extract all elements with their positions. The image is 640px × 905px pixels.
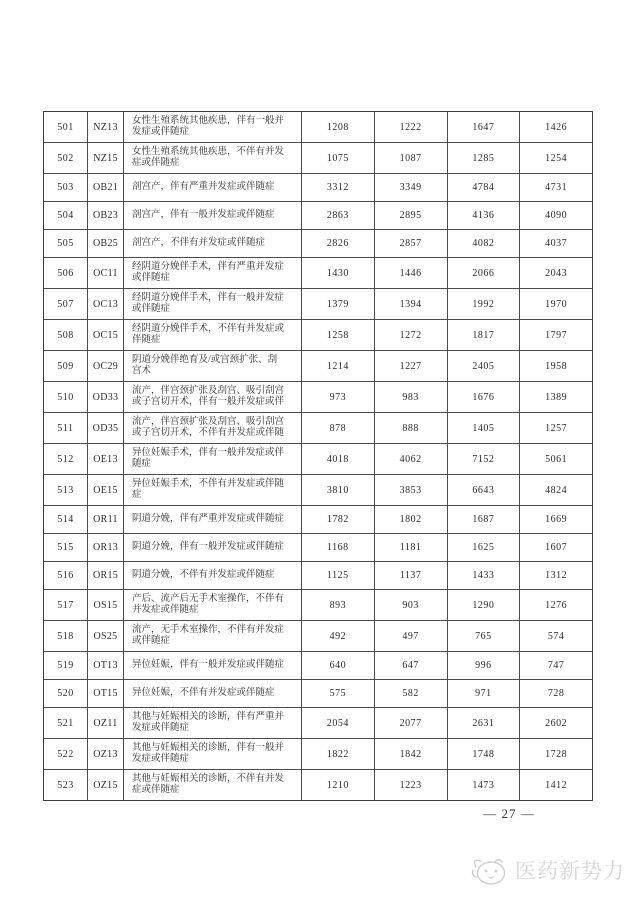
cell-fee-value-3: 1992 xyxy=(448,289,521,319)
cell-fee-value-2: 3349 xyxy=(375,174,448,201)
cell-fee-value-3: 1687 xyxy=(448,506,521,533)
table-row xyxy=(44,562,592,590)
cell-fee-value-4: 1797 xyxy=(545,329,568,341)
cell-fee-value-3: 1817 xyxy=(448,320,521,350)
cell-fee-value-2: 903 xyxy=(375,590,448,620)
cell-drg-code: NZ13 xyxy=(88,112,124,142)
cell-fee-value-4: 2602 xyxy=(545,717,568,729)
table-row xyxy=(44,770,592,800)
cell-seq-number: 512 xyxy=(44,444,88,474)
cell-seq-number: 509 xyxy=(44,351,88,381)
cell-fee-value-1: 575 xyxy=(302,680,375,707)
cell-seq-number: 510 xyxy=(44,382,88,412)
cell-drg-description: 经阴道分娩伴手术，不伴有并发症或伴随症 xyxy=(124,320,302,350)
cell-fee-value-1: 1430 xyxy=(302,258,375,288)
cell-seq-number: 502 xyxy=(44,143,88,173)
cell-drg-description: 女性生殖系统其他疾患，不伴有并发症或伴随症 xyxy=(124,143,302,173)
cell-fee-value-3: 2405 xyxy=(448,351,521,381)
cell-seq-number: 504 xyxy=(44,202,88,229)
cell-drg-code: OZ13 xyxy=(88,739,124,769)
table-row xyxy=(44,680,592,708)
table-row xyxy=(44,320,592,351)
cell-fee-value-3: 765 xyxy=(448,621,521,651)
cell-fee-value-1: 2054 xyxy=(302,708,375,738)
cell-seq-number: 507 xyxy=(44,289,88,319)
cell-fee-value-3: 996 xyxy=(448,652,521,679)
cell-drg-description: 异位妊娠，伴有一般并发症或伴随症 xyxy=(124,652,302,679)
cell-fee-value-3: 1290 xyxy=(448,590,521,620)
cell-fee-value-4: 4824 xyxy=(545,484,568,496)
table-row xyxy=(44,739,592,770)
cell-fee-value-3: 4784 xyxy=(448,174,521,201)
cell-seq-number: 511 xyxy=(44,413,88,443)
cell-fee-value-1: 973 xyxy=(302,382,375,412)
cell-fee-value-2: 1394 xyxy=(375,289,448,319)
cell-drg-code: OC29 xyxy=(88,351,124,381)
watermark-text: 医药新势力 xyxy=(515,860,625,883)
cell-fee-value-3: 1285 xyxy=(448,143,521,173)
cell-drg-description: 流产，伴宫颈扩张及刮宫、吸引刮宫或子宫切开术，伴有一般并发症或伴 xyxy=(124,382,302,412)
cell-fee-value-4: 1254 xyxy=(545,152,568,164)
cell-fee-value-1: 640 xyxy=(302,652,375,679)
cell-fee-value-3: 1647 xyxy=(448,112,521,142)
cell-drg-description: 阴道分娩，伴有严重并发症或伴随症 xyxy=(124,506,302,533)
table-row xyxy=(44,382,592,413)
cell-drg-description: 女性生殖系统其他疾患，伴有一般并发症或伴随症 xyxy=(124,112,302,142)
table-row xyxy=(44,112,592,143)
cell-fee-value-2: 1802 xyxy=(375,506,448,533)
cell-drg-code: OB21 xyxy=(88,174,124,201)
table-row xyxy=(44,534,592,562)
cell-seq-number: 505 xyxy=(44,230,88,257)
cell-fee-value-2: 1446 xyxy=(375,258,448,288)
cell-drg-code: OE15 xyxy=(88,475,124,505)
cell-fee-value-4: 1276 xyxy=(545,599,568,611)
cell-fee-value-1: 878 xyxy=(302,413,375,443)
table-row xyxy=(44,475,592,506)
cell-drg-description: 经阴道分娩伴手术，伴有严重并发症或伴随症 xyxy=(124,258,302,288)
table-row xyxy=(44,590,592,621)
cell-fee-value-1: 1782 xyxy=(302,506,375,533)
cell-seq-number: 519 xyxy=(44,652,88,679)
cell-fee-value-1: 1258 xyxy=(302,320,375,350)
cell-drg-code: OZ11 xyxy=(88,708,124,738)
cell-drg-code: OR15 xyxy=(88,562,124,589)
cell-drg-description: 异位妊娠，不伴有并发症或伴随症 xyxy=(124,680,302,707)
table-row xyxy=(44,444,592,475)
cell-fee-value-1: 4018 xyxy=(302,444,375,474)
cell-fee-value-1: 1214 xyxy=(302,351,375,381)
cell-fee-value-2: 1227 xyxy=(375,351,448,381)
cell-fee-value-2: 1223 xyxy=(375,770,448,800)
cell-fee-value-2: 1181 xyxy=(375,534,448,561)
cell-fee-value-4: 2043 xyxy=(545,267,568,279)
cell-drg-description: 产后、流产后无手术室操作，不伴有并发症或伴随症 xyxy=(124,590,302,620)
cell-fee-value-4: 574 xyxy=(547,630,565,642)
cell-fee-value-2: 983 xyxy=(375,382,448,412)
cell-fee-value-4: 1728 xyxy=(545,748,568,760)
cell-seq-number: 521 xyxy=(44,708,88,738)
cell-drg-code: OC13 xyxy=(88,289,124,319)
cell-fee-value-2: 1222 xyxy=(375,112,448,142)
cell-fee-value-1: 1208 xyxy=(302,112,375,142)
cell-seq-number: 513 xyxy=(44,475,88,505)
cell-fee-value-4: 1958 xyxy=(545,360,568,372)
cell-seq-number: 520 xyxy=(44,680,88,707)
watermark xyxy=(468,852,625,888)
cell-fee-value-2: 2077 xyxy=(375,708,448,738)
table-row xyxy=(44,230,592,258)
cell-fee-value-1: 3312 xyxy=(302,174,375,201)
cell-fee-value-1: 1822 xyxy=(302,739,375,769)
cell-seq-number: 501 xyxy=(44,112,88,142)
cell-fee-value-3: 1676 xyxy=(448,382,521,412)
table-row xyxy=(44,621,592,652)
cell-fee-value-4: 4090 xyxy=(545,210,568,221)
cell-fee-value-4: 1970 xyxy=(545,298,568,310)
cell-fee-value-3: 1748 xyxy=(448,739,521,769)
cell-drg-description: 异位妊娠手术，伴有一般并发症或伴随症 xyxy=(124,444,302,474)
cell-drg-code: OT15 xyxy=(88,680,124,707)
table-row xyxy=(44,708,592,739)
drg-fee-table xyxy=(43,111,593,801)
cell-drg-code: OE13 xyxy=(88,444,124,474)
cell-drg-description: 剖宫产，不伴有并发症或伴随症 xyxy=(124,230,302,257)
cell-fee-value-3: 1433 xyxy=(448,562,521,589)
table-row xyxy=(44,652,592,680)
cell-drg-description: 其他与妊娠相关的诊断，伴有一般并发症或伴随症 xyxy=(124,739,302,769)
cell-fee-value-1: 3810 xyxy=(302,475,375,505)
cell-fee-value-1: 1075 xyxy=(302,143,375,173)
table-row xyxy=(44,174,592,202)
cell-fee-value-4: 1312 xyxy=(545,570,568,581)
cell-fee-value-3: 971 xyxy=(448,680,521,707)
cell-fee-value-1: 1125 xyxy=(302,562,375,589)
cell-seq-number: 506 xyxy=(44,258,88,288)
cell-fee-value-1: 1379 xyxy=(302,289,375,319)
cell-drg-description: 阴道分娩，不伴有并发症或伴随症 xyxy=(124,562,302,589)
cell-drg-code: OZ15 xyxy=(88,770,124,800)
page-number: — 27 — xyxy=(483,806,535,821)
cell-fee-value-4: 1669 xyxy=(545,514,568,525)
cell-fee-value-1: 492 xyxy=(302,621,375,651)
table-row xyxy=(44,289,592,320)
cell-drg-code: OB23 xyxy=(88,202,124,229)
mascot-logo-icon xyxy=(468,852,512,888)
table-row xyxy=(44,143,592,174)
cell-fee-value-2: 3853 xyxy=(375,475,448,505)
cell-seq-number: 523 xyxy=(44,770,88,800)
cell-fee-value-4: 1607 xyxy=(545,542,568,553)
cell-fee-value-3: 4136 xyxy=(448,202,521,229)
cell-fee-value-2: 1087 xyxy=(375,143,448,173)
cell-drg-description: 剖宫产，伴有一般并发症或伴随症 xyxy=(124,202,302,229)
cell-fee-value-2: 1137 xyxy=(375,562,448,589)
cell-drg-description: 阴道分娩伴绝育及/或宫颈扩张、刮宫术 xyxy=(124,351,302,381)
table-row xyxy=(44,351,592,382)
cell-seq-number: 516 xyxy=(44,562,88,589)
cell-drg-description: 其他与妊娠相关的诊断，不伴有并发症或伴随症 xyxy=(124,770,302,800)
cell-drg-code: OR13 xyxy=(88,534,124,561)
table-row xyxy=(44,413,592,444)
cell-fee-value-2: 1842 xyxy=(375,739,448,769)
cell-fee-value-4: 1389 xyxy=(545,391,568,403)
cell-drg-description: 其他与妊娠相关的诊断，伴有严重并发症或伴随症 xyxy=(124,708,302,738)
cell-fee-value-3: 2066 xyxy=(448,258,521,288)
cell-fee-value-4: 728 xyxy=(547,688,565,699)
cell-fee-value-4: 1426 xyxy=(545,121,568,133)
cell-fee-value-2: 582 xyxy=(375,680,448,707)
cell-drg-code: NZ15 xyxy=(88,143,124,173)
cell-drg-code: OS25 xyxy=(88,621,124,651)
cell-seq-number: 508 xyxy=(44,320,88,350)
cell-fee-value-4: 1257 xyxy=(545,422,568,434)
cell-drg-description: 阴道分娩，伴有一般并发症或伴随症 xyxy=(124,534,302,561)
cell-fee-value-2: 497 xyxy=(375,621,448,651)
cell-fee-value-2: 2895 xyxy=(375,202,448,229)
cell-drg-code: OR11 xyxy=(88,506,124,533)
cell-seq-number: 503 xyxy=(44,174,88,201)
cell-seq-number: 518 xyxy=(44,621,88,651)
cell-drg-code: OD35 xyxy=(88,413,124,443)
cell-fee-value-4: 5061 xyxy=(545,453,568,465)
cell-fee-value-1: 2826 xyxy=(302,230,375,257)
cell-drg-code: OD33 xyxy=(88,382,124,412)
cell-fee-value-3: 1405 xyxy=(448,413,521,443)
cell-fee-value-1: 1210 xyxy=(302,770,375,800)
cell-fee-value-3: 1625 xyxy=(448,534,521,561)
cell-drg-code: OS15 xyxy=(88,590,124,620)
cell-drg-description: 异位妊娠手术，不伴有并发症或伴随症 xyxy=(124,475,302,505)
cell-drg-description: 流产，伴宫颈扩张及刮宫、吸引刮宫或子宫切开术，不伴有并发症或伴随 xyxy=(124,413,302,443)
cell-drg-code: OC11 xyxy=(88,258,124,288)
cell-fee-value-2: 647 xyxy=(375,652,448,679)
cell-seq-number: 517 xyxy=(44,590,88,620)
cell-fee-value-3: 6643 xyxy=(448,475,521,505)
cell-fee-value-1: 2863 xyxy=(302,202,375,229)
cell-fee-value-3: 2631 xyxy=(448,708,521,738)
cell-fee-value-3: 4082 xyxy=(448,230,521,257)
cell-fee-value-4: 4037 xyxy=(545,238,568,249)
table-row xyxy=(44,202,592,230)
cell-seq-number: 522 xyxy=(44,739,88,769)
cell-fee-value-2: 4062 xyxy=(375,444,448,474)
cell-fee-value-1: 1168 xyxy=(302,534,375,561)
cell-fee-value-3: 7152 xyxy=(448,444,521,474)
table-row xyxy=(44,258,592,289)
cell-drg-description: 流产，无手术室操作，不伴有并发症或伴随症 xyxy=(124,621,302,651)
cell-drg-description: 剖宫产，伴有严重并发症或伴随症 xyxy=(124,174,302,201)
cell-seq-number: 515 xyxy=(44,534,88,561)
cell-seq-number: 514 xyxy=(44,506,88,533)
cell-fee-value-4: 4731 xyxy=(545,182,568,193)
cell-fee-value-3: 1473 xyxy=(448,770,521,800)
table-row xyxy=(44,506,592,534)
cell-drg-code: OT13 xyxy=(88,652,124,679)
cell-fee-value-4: 1412 xyxy=(545,779,568,791)
cell-drg-code: OB25 xyxy=(88,230,124,257)
cell-drg-code: OC15 xyxy=(88,320,124,350)
cell-fee-value-2: 1272 xyxy=(375,320,448,350)
cell-fee-value-2: 2857 xyxy=(375,230,448,257)
cell-fee-value-2: 888 xyxy=(375,413,448,443)
cell-drg-description: 经阴道分娩伴手术，伴有一般并发症或伴随症 xyxy=(124,289,302,319)
cell-fee-value-1: 893 xyxy=(302,590,375,620)
cell-fee-value-4: 747 xyxy=(547,660,565,671)
